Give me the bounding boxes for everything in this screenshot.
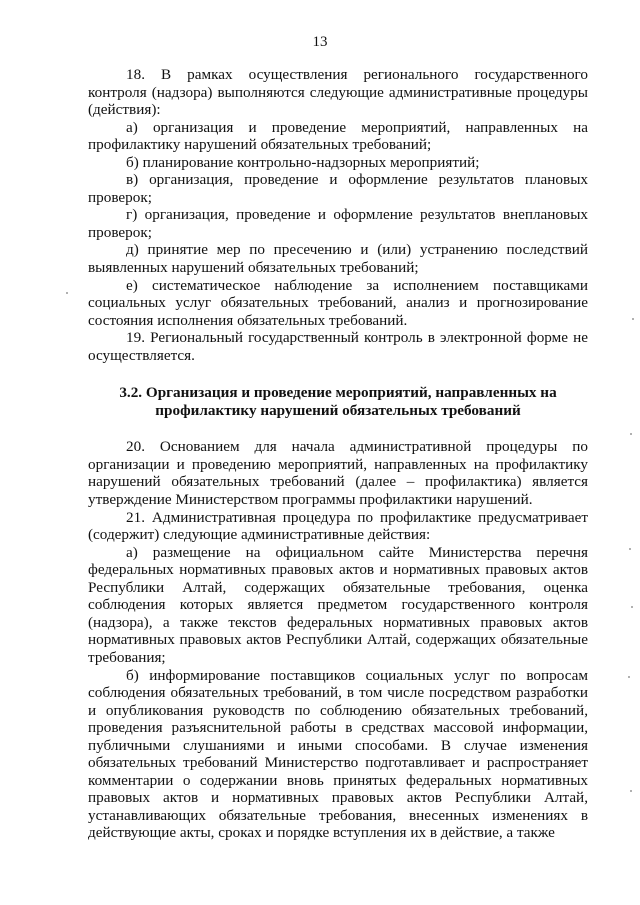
page-content [88,66,588,842]
scan-speck [630,790,632,792]
list-item-g: г) организация, проведение и оформление результатов внеплановых проверок; [88,206,588,241]
list-item-21-a: а) размещение на официальном сайте Министерства перечня федеральных нормативных правовых актов и нормативных правовых актов Республики Алтай, содержащих обязательные требования, оценка соблюдения которых является предметом государственного контроля (надзора), а также текстов федеральных нормативных правовых актов нормативных правовых актов Республики Алтай, содержащих обязательные требования; [88,543,588,666]
paragraph-20: 20. Основанием для начала административной процедуры по организации и проведению мероприятий, направленных на профилактику нарушений обязательных требований (далее – профилактика) является утверждение Министерством программы профилактики нарушений. [88,438,588,509]
scan-speck [631,606,633,608]
list-item-a: а) организация и проведение мероприятий, направленных на профилактику нарушений обязательных требований; [88,118,588,154]
paragraph-21: 21. Административная процедура по профилактике предусматривает (содержит) следующие административные действия: [88,508,588,544]
scan-speck [628,676,630,678]
list-item-v: в) организация, проведение и оформление результатов плановых проверок; [88,171,588,206]
scan-speck [66,292,68,294]
scan-speck [632,318,634,320]
list-item-b: б) планирование контрольно-надзорных мероприятий; [126,153,480,171]
list-item-d: д) принятие мер по пресечению и (или) устранению последствий выявленных нарушений обязательных требований; [88,241,588,277]
section-heading: 3.2. Организация и проведение мероприятий, направленных на профилактику нарушений обязательных требований [119,384,557,419]
paragraph-19: 19. Региональный государственный контроль в электронной форме не осуществляется. [88,329,588,364]
page-number: 13 [312,34,328,50]
scan-speck [630,433,632,435]
scan-speck [629,548,631,550]
paragraph-18: 18. В рамках осуществления регионального государственного контроля (надзора) выполняются следующие административные процедуры (действия): [88,66,588,119]
list-item-e: е) систематическое наблюдение за исполнением поставщиками социальных услуг обязательных требований, анализ и прогнозирование состояния исполнения обязательных требований. [88,276,588,329]
list-item-21-b: б) информирование поставщиков социальных услуг по вопросам соблюдения обязательных требований, в том числе посредством разработки и опубликования руководств по соблюдению обязательных требований, проведения разъяснительной работы в средствах массовой информации, публичными слушаниями и иными способами. В случае изменения обязательных требований Министерство подготавливает и распространяет комментарии о содержании вновь принятых федеральных нормативных правовых актов и нормативных правовых актов Республики Алтай, устанавливающих обязательные требования, внесенных изменениях в действующие акты, сроках и порядке вступления их в действие, а также [88,666,588,842]
